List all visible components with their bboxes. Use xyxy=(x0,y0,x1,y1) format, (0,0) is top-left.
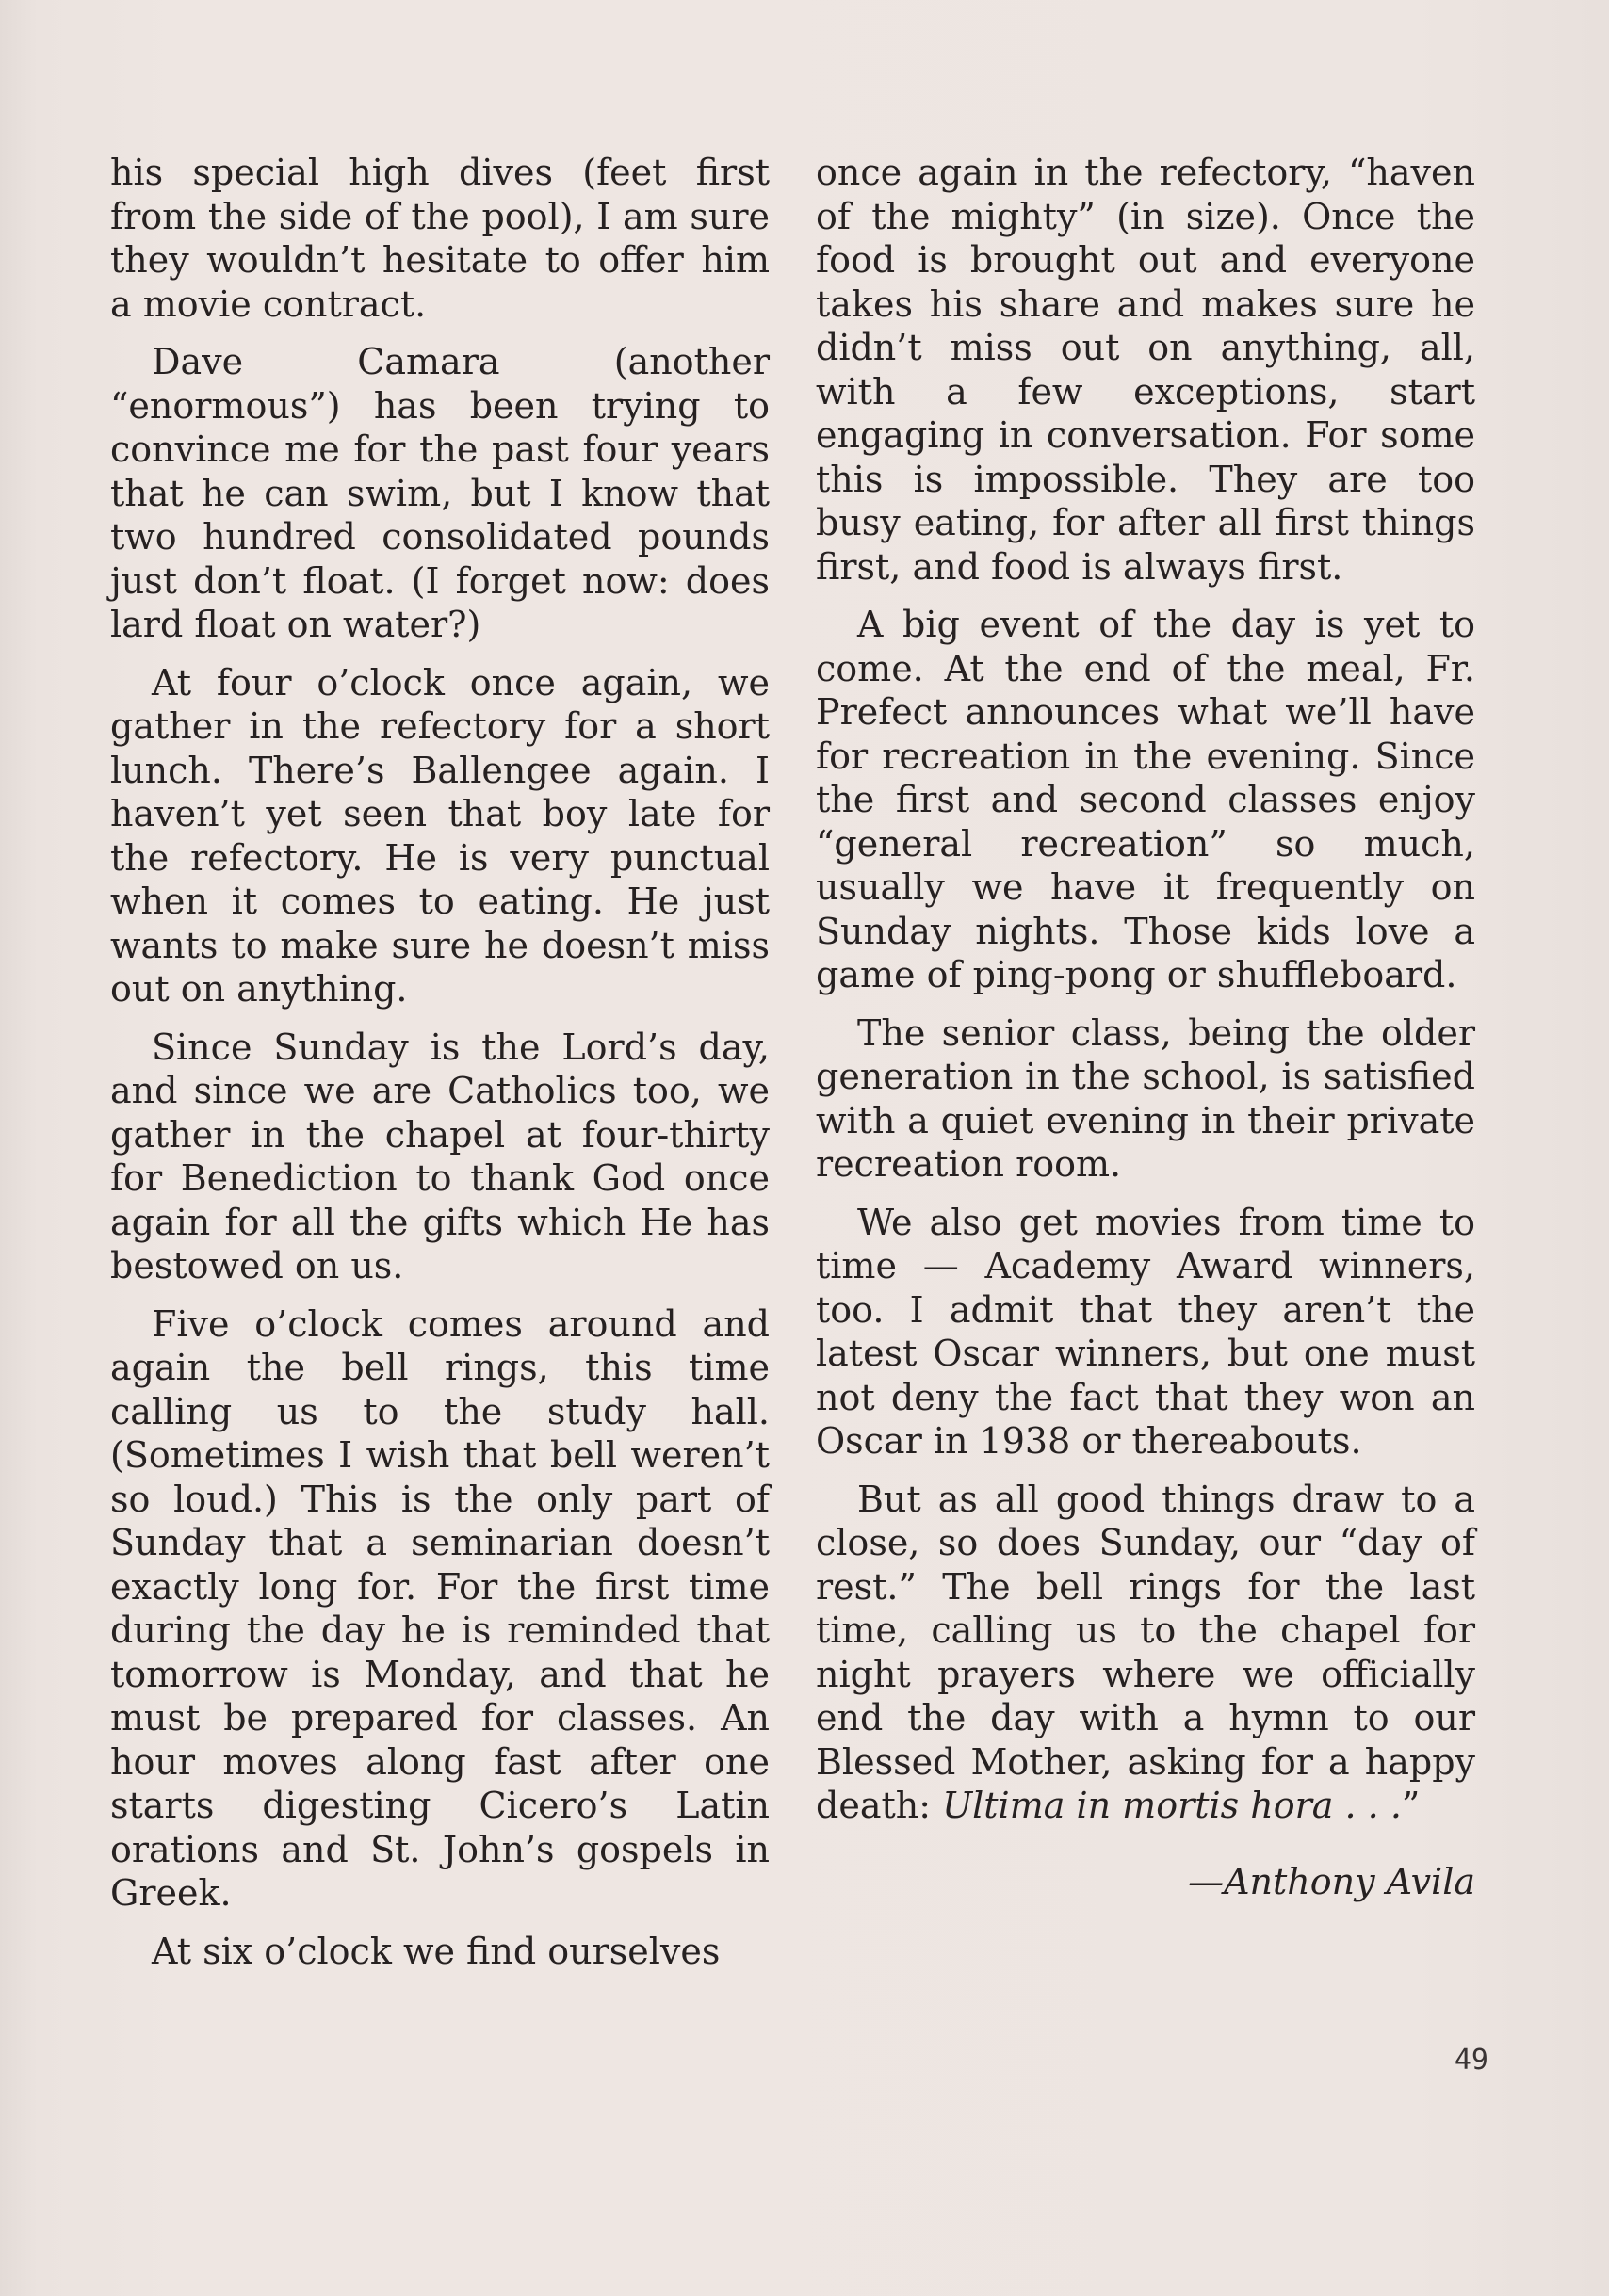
page-number: 49 xyxy=(1454,2044,1488,2077)
paragraph-movies: We also get movies from time to time — Academy Award winners, too. I admit that they aren’t the latest Oscar winners, but one must not deny the fact that they won an Oscar in 1938 or thereabouts. xyxy=(816,1201,1475,1462)
paragraph-senior-class: The senior class, being the older generation in the school, is satisfied with a quiet evening in their private recreation room. xyxy=(816,1011,1475,1185)
paragraph-night-prayers xyxy=(816,1478,1475,1828)
right-column xyxy=(816,151,1475,1903)
night-prayers-text: But as all good things draw to a close, so does Sunday, our “day of rest.” The bell rings for the last time, calling us to the chapel for night prayers where we officially end the day with a hymn to our Blessed Mother, asking for a happy death: xyxy=(816,1478,1475,1826)
left-column xyxy=(110,151,770,1973)
paragraph-high-dives: his special high dives (feet first from the side of the pool), I am sure they wouldn’t hesitate to offer him a movie contract. xyxy=(110,152,770,325)
paragraph-big-event: A big event of the day is yet to come. At the end of the meal, Fr. Prefect announces what we’ll have for recreation in the evening. Since the first and second classes enjoy “general recreation” so much, usually we have it frequently on Sunday nights. Those kids love a game of ping-pong or shuffleboard. xyxy=(816,604,1475,995)
paragraph-dave-camara: Dave Camara (another “enormous”) has been trying to convince me for the past four years that he can swim, but I know that two hundred consolidated pounds just don’t float. (I forget now: does lard float on water?) xyxy=(110,341,770,645)
closing-quote: ” xyxy=(1401,1785,1421,1826)
paragraph-study-hall: Five o’clock comes around and again the bell rings, this time calling us to the study hall. (Sometimes I wish that bell weren’t so loud.) This is the only part of Sunday that a seminarian doesn’t exactly long for. For the first time during the day he is reminded that tomorrow is Monday, and that he must be prepared for classes. An hour moves along fast after one starts digesting Cicero’s Latin orations and St. John’s gospels in Greek. xyxy=(110,1302,770,1914)
paragraph-four-oclock: At four o’clock once again, we gather in the refectory for a short lunch. There’s Ballengee again. I haven’t yet seen that boy late for the refectory. He is very punctual when it comes to eating. He just wants to make sure he doesn’t miss out on anything. xyxy=(110,661,770,1010)
paragraph-refectory: once again in the refectory, “haven of the mighty” (in size). Once the food is brought out and everyone takes his share and makes sure he didn’t miss out on anything, all, with a few exceptions, start engaging in conversation. For some this is impossible. They are too busy eating, for after all first things first, and food is always first. xyxy=(816,152,1475,588)
latin-phrase: Ultima in mortis hora . . . xyxy=(942,1785,1402,1826)
paragraph-six-oclock: At six o’clock we find ourselves xyxy=(152,1930,721,1972)
author-signature: —Anthony Avila xyxy=(1188,1860,1475,1902)
paragraph-benediction: Since Sunday is the Lord’s day, and since we are Catholics too, we gather in the chapel at four-thirty for Benediction to thank God once again for all the gifts which He has bestowed on us. xyxy=(110,1026,770,1286)
